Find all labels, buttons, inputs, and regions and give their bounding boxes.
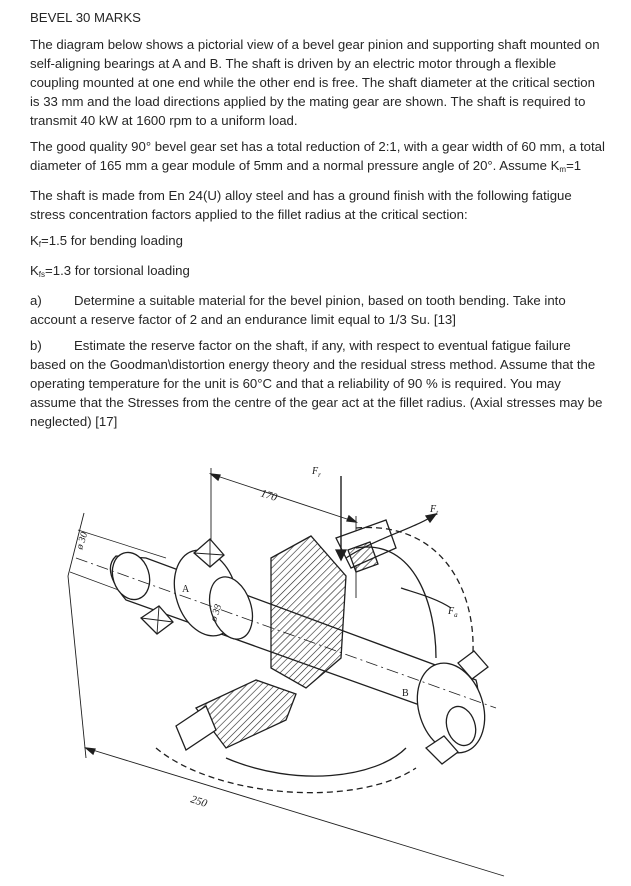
dim-250-arrow <box>86 748 95 754</box>
label-b: B <box>402 688 409 699</box>
kfs-subscript: fs <box>38 270 46 279</box>
kf-text: =1.5 for bending loading <box>41 233 183 248</box>
kf-symbol: K <box>30 233 39 248</box>
diagram-svg <box>56 458 604 878</box>
dim-250-label: 250 <box>189 793 209 810</box>
document <box>30 8 606 438</box>
dim-250-ext-left <box>68 576 86 758</box>
force-r-subscript: r <box>318 471 321 479</box>
kfs-text: =1.3 for torsional loading <box>45 263 190 278</box>
dim-170-line <box>211 474 356 522</box>
question-b-label: b) <box>30 338 42 353</box>
bevel-gear-shaft-diagram <box>56 458 604 878</box>
material-paragraph: The shaft is made from En 24(U) alloy steel and has a ground finish with the following fatigue stress concentration factors applied to the fillet radius at the critical section: <box>30 188 572 222</box>
force-a-subscript: a <box>454 611 458 619</box>
dim-170-arrow-right <box>347 516 356 522</box>
force-r-label <box>311 466 321 479</box>
intro-paragraph: The diagram below shows a pictorial view of a bevel gear pinion and supporting shaft mounted on self-aligning bearings at A and B. The shaft is driven by an electric motor through a flexible coupling mounted at one end while the other end is free. The shaft diameter at the critical section is 33 mm and the load directions applied by the mating gear are shown. The shaft is required to transmit 40 kW at 1600 rpm to a uniform load. <box>30 37 600 128</box>
kfs-symbol: K <box>30 263 39 278</box>
question-a-text: Determine a suitable material for the bevel pinion, based on tooth bending. Take into account a reserve factor of 2 and an endurance limit equal to 1/3 Su. [13] <box>30 293 566 327</box>
kf-line <box>30 231 606 254</box>
dim-170-arrow-left <box>211 474 220 480</box>
force-t-subscript: t <box>436 509 439 517</box>
gear-teeth-hatched <box>196 680 296 748</box>
dim-d30-label: ø 30 <box>74 530 91 551</box>
km-value: =1 <box>566 158 582 173</box>
force-a-label <box>447 606 458 619</box>
force-tangential-head <box>426 514 436 522</box>
gear-set-text: The good quality 90° bevel gear set has a total reduction of 2:1, with a gear width of 60 mm, a total diameter of 165 mm a gear module of 5mm and a normal pressure angle of 20°. Assume K <box>30 139 605 173</box>
force-r-symbol: F <box>312 466 319 477</box>
question-b-text: Estimate the reserve factor on the shaft, if any, with respect to eventual fatigue failure based on the Goodman\distortion energy theory and the residual stress method. Assume that the operating temperature for the unit is 60°C and that a reliability of 90 % is required. You may assume that the Stresses from the centre of the gear act at the fillet radius. (Axial stresses may be neglected) [17] <box>30 338 603 429</box>
question-a-label: a) <box>30 293 42 308</box>
km-subscript: m <box>559 165 567 174</box>
gear-set-paragraph <box>30 137 606 179</box>
kf-subscript: f <box>38 240 42 249</box>
label-a: A <box>182 584 190 595</box>
document-title: BEVEL 30 MARKS <box>30 10 141 25</box>
question-a <box>30 291 606 329</box>
dim-d33-label: ø 33 <box>208 602 225 623</box>
force-t-symbol: F <box>430 504 437 515</box>
kfs-line <box>30 261 606 284</box>
dim-250-line <box>86 748 504 876</box>
gear-outline-lower <box>156 748 416 793</box>
force-a-symbol: F <box>448 606 455 617</box>
dim-170-label: 170 <box>259 487 279 504</box>
question-b <box>30 336 606 431</box>
gear-inner-arc-lower <box>226 748 406 776</box>
